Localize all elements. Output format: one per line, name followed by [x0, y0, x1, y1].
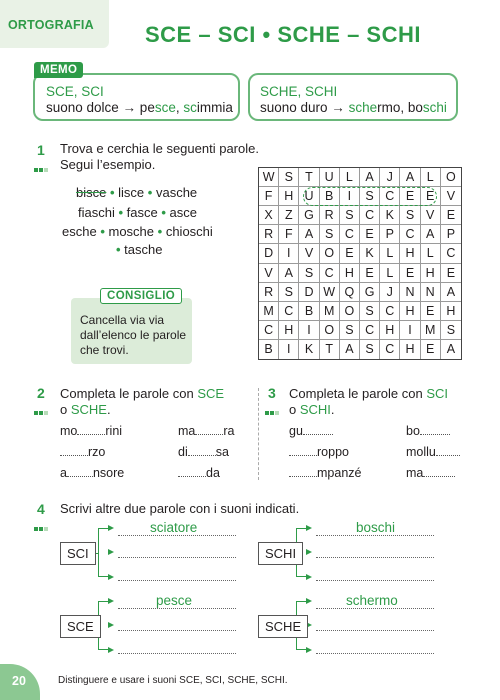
write-line[interactable]: [118, 653, 236, 654]
grid-cell[interactable]: T: [320, 340, 340, 359]
grid-cell[interactable]: A: [400, 168, 420, 187]
grid-cell[interactable]: B: [299, 302, 319, 321]
memo-box-hard: [248, 73, 458, 121]
write-line[interactable]: [118, 630, 236, 631]
grid-cell[interactable]: F: [279, 225, 299, 244]
grid-cell[interactable]: S: [340, 321, 360, 340]
grid-cell[interactable]: O: [340, 302, 360, 321]
exercise-2-number: 2: [37, 385, 45, 401]
grid-cell[interactable]: H: [400, 302, 420, 321]
arrow-icon: [108, 598, 114, 604]
grid-cell[interactable]: E: [400, 187, 420, 206]
fill-item: a nsore: [60, 466, 125, 480]
exercise-3-number: 3: [268, 385, 276, 401]
exercise-1-instruction: Trova e cerchia le seguenti parole. Segui l’esempio.: [60, 141, 259, 172]
bracket-connector: [98, 528, 108, 577]
blank-field[interactable]: [420, 425, 450, 435]
word-item: asce: [169, 205, 197, 220]
arrow-icon: [306, 598, 312, 604]
blank-field[interactable]: [67, 467, 93, 477]
grid-cell[interactable]: S: [360, 340, 380, 359]
grid-cell[interactable]: B: [259, 340, 279, 359]
exercise-3-level-icon: [265, 402, 280, 420]
blank-field[interactable]: [289, 446, 317, 456]
grid-cell[interactable]: L: [340, 168, 360, 187]
fill-item: di sa: [178, 445, 229, 459]
tip-text: Cancella via via dall’elenco le parole che trovi.: [80, 313, 187, 357]
arrow-icon: [306, 549, 312, 555]
blank-field[interactable]: [423, 467, 455, 477]
grid-cell[interactable]: J: [380, 283, 400, 302]
grid-cell[interactable]: K: [299, 340, 319, 359]
grid-cell[interactable]: A: [279, 264, 299, 283]
grid-cell[interactable]: G: [360, 283, 380, 302]
grid-cell[interactable]: V: [421, 206, 441, 225]
grid-cell[interactable]: V: [259, 264, 279, 283]
example-word: schermo: [346, 593, 398, 608]
arrow-icon: [306, 647, 312, 653]
word-item: bisce: [76, 185, 107, 200]
fill-item: mpanzé: [289, 466, 361, 480]
tip-tag: CONSIGLIO: [100, 288, 182, 304]
grid-cell[interactable]: C: [400, 225, 420, 244]
grid-cell[interactable]: P: [441, 225, 461, 244]
grid-cell[interactable]: R: [320, 206, 340, 225]
grid-cell[interactable]: O: [320, 321, 340, 340]
fill-item: bo: [406, 424, 450, 438]
grid-cell[interactable]: T: [299, 168, 319, 187]
sound-label: SCHE: [258, 615, 308, 638]
memo-left-heading: SCE, SCI: [46, 84, 104, 99]
grid-cell[interactable]: H: [400, 340, 420, 359]
grid-cell[interactable]: S: [400, 206, 420, 225]
word-item: vasche: [155, 185, 198, 200]
grid-cell[interactable]: C: [380, 340, 400, 359]
section-label: ORTOGRAFIA: [8, 18, 94, 32]
grid-cell[interactable]: V: [441, 187, 461, 206]
write-line[interactable]: [316, 580, 434, 581]
title-part-b: SCHE – SCHI: [277, 22, 421, 47]
write-line[interactable]: [118, 608, 236, 609]
example-word: pesce: [156, 593, 193, 608]
word-item: mosche: [108, 224, 155, 239]
blank-field[interactable]: [436, 446, 460, 456]
word-item: fasce: [126, 205, 158, 220]
memo-left-text: suono dolce → pesce, scimmia: [46, 100, 233, 115]
exercise-4-level-icon: [34, 518, 49, 536]
write-line[interactable]: [316, 653, 434, 654]
grid-cell[interactable]: G: [299, 206, 319, 225]
grid-cell[interactable]: C: [360, 206, 380, 225]
memo-right-text: suono duro → schermo, boschi: [260, 100, 447, 115]
grid-cell[interactable]: I: [279, 340, 299, 359]
exercise-2-level-icon: [34, 402, 49, 420]
exercise-2-instruction: Completa le parole con SCE o SCHE.: [60, 386, 225, 417]
grid-cell[interactable]: M: [320, 302, 340, 321]
write-line[interactable]: [118, 580, 236, 581]
exercise-4-number: 4: [37, 501, 45, 517]
grid-cell[interactable]: L: [380, 264, 400, 283]
grid-cell[interactable]: E: [340, 244, 360, 263]
grid-cell[interactable]: S: [360, 302, 380, 321]
title-part-a: SCE – SCI: [145, 22, 256, 47]
arrow-icon: [108, 622, 114, 628]
grid-cell[interactable]: E: [441, 206, 461, 225]
exercise-1-number: 1: [37, 142, 45, 158]
grid-cell[interactable]: C: [441, 244, 461, 263]
grid-cell[interactable]: N: [400, 283, 420, 302]
grid-cell[interactable]: E: [421, 187, 441, 206]
blank-field[interactable]: [77, 425, 105, 435]
exercise-1-level-icon: [34, 159, 49, 177]
arrow-icon: [108, 525, 114, 531]
fill-item: rzo: [60, 445, 105, 459]
grid-cell[interactable]: C: [380, 187, 400, 206]
grid-cell[interactable]: Q: [340, 283, 360, 302]
grid-cell[interactable]: B: [320, 187, 340, 206]
blank-field[interactable]: [303, 425, 333, 435]
grid-cell[interactable]: D: [259, 244, 279, 263]
grid-cell[interactable]: S: [441, 321, 461, 340]
memo-tag: MEMO: [34, 62, 83, 78]
grid-cell[interactable]: S: [279, 168, 299, 187]
grid-cell[interactable]: M: [259, 302, 279, 321]
arrow-icon: [306, 574, 312, 580]
grid-cell[interactable]: S: [360, 187, 380, 206]
grid-cell[interactable]: H: [441, 302, 461, 321]
grid-cell[interactable]: D: [299, 283, 319, 302]
blank-field[interactable]: [195, 425, 223, 435]
grid-cell[interactable]: S: [340, 206, 360, 225]
grid-cell[interactable]: H: [279, 321, 299, 340]
grid-cell[interactable]: A: [340, 340, 360, 359]
grid-cell[interactable]: K: [380, 206, 400, 225]
grid-cell[interactable]: C: [380, 302, 400, 321]
grid-cell[interactable]: E: [400, 264, 420, 283]
word-list-row: fiaschi • fasce • asce: [78, 205, 197, 220]
grid-cell[interactable]: W: [259, 168, 279, 187]
sound-label: SCI: [60, 542, 96, 565]
memo-box-soft: [33, 73, 240, 121]
fill-item: da: [178, 466, 220, 480]
grid-cell[interactable]: I: [400, 321, 420, 340]
grid-cell[interactable]: A: [441, 283, 461, 302]
word-list-row: bisce • lisce • vasche: [76, 185, 198, 200]
grid-cell[interactable]: H: [380, 321, 400, 340]
grid-cell[interactable]: I: [299, 321, 319, 340]
arrow-icon: [108, 549, 114, 555]
example-word: boschi: [356, 520, 396, 535]
word-list-row: • tasche: [116, 242, 163, 257]
word-item: fiaschi: [78, 205, 115, 220]
grid-cell[interactable]: Z: [279, 206, 299, 225]
write-line[interactable]: [316, 608, 434, 609]
grid-cell[interactable]: R: [259, 283, 279, 302]
grid-cell[interactable]: H: [279, 187, 299, 206]
grid-cell[interactable]: J: [380, 168, 400, 187]
grid-cell[interactable]: C: [279, 302, 299, 321]
grid-cell[interactable]: H: [421, 264, 441, 283]
grid-cell[interactable]: H: [400, 244, 420, 263]
grid-cell[interactable]: U: [299, 187, 319, 206]
grid-cell[interactable]: C: [259, 321, 279, 340]
blank-field[interactable]: [178, 467, 206, 477]
grid-cell[interactable]: U: [320, 168, 340, 187]
memo-right-heading: SCHE, SCHI: [260, 84, 338, 99]
grid-cell[interactable]: F: [259, 187, 279, 206]
grid-cell[interactable]: E: [360, 225, 380, 244]
grid-cell[interactable]: K: [360, 244, 380, 263]
arrow-icon: [108, 647, 114, 653]
fill-item: roppo: [289, 445, 349, 459]
sound-label: SCE: [60, 615, 101, 638]
word-item: chioschi: [165, 224, 213, 239]
grid-cell[interactable]: A: [360, 168, 380, 187]
grid-cell[interactable]: E: [441, 264, 461, 283]
fill-item: mollu: [406, 445, 460, 459]
word-item: lisce: [118, 185, 145, 200]
arrow-icon: [306, 525, 312, 531]
grid-cell[interactable]: I: [340, 187, 360, 206]
grid-cell[interactable]: P: [380, 225, 400, 244]
grid-cell[interactable]: C: [340, 225, 360, 244]
footer-objective: Distinguere e usare i suoni SCE, SCI, SCHE, SCHI.: [58, 675, 288, 686]
fill-item: ma ra: [178, 424, 235, 438]
grid-cell[interactable]: O: [320, 244, 340, 263]
grid-cell[interactable]: C: [360, 321, 380, 340]
blank-field[interactable]: [289, 467, 317, 477]
example-word: sciatore: [150, 520, 198, 535]
page-number: 20: [12, 674, 26, 688]
arrow-icon: [108, 574, 114, 580]
write-line[interactable]: [118, 535, 236, 536]
write-line[interactable]: [316, 557, 434, 558]
word-list-row: esche • mosche • chioschi: [62, 224, 213, 239]
grid-cell[interactable]: M: [421, 321, 441, 340]
grid-cell[interactable]: R: [259, 225, 279, 244]
blank-field[interactable]: [60, 446, 88, 456]
column-divider: [258, 388, 259, 480]
grid-cell[interactable]: L: [421, 168, 441, 187]
grid-cell[interactable]: L: [380, 244, 400, 263]
grid-cell[interactable]: V: [299, 244, 319, 263]
grid-cell[interactable]: A: [421, 225, 441, 244]
fill-item: mo rini: [60, 424, 123, 438]
example-circle-bisce: [303, 187, 437, 206]
write-line[interactable]: [316, 535, 434, 536]
grid-cell[interactable]: O: [441, 168, 461, 187]
grid-cell[interactable]: A: [446, 342, 456, 357]
grid-cell[interactable]: N: [421, 283, 441, 302]
grid-cell[interactable]: C: [320, 264, 340, 283]
fill-item: gu: [289, 424, 333, 438]
grid-cell[interactable]: S: [299, 264, 319, 283]
word-item: esche: [62, 224, 97, 239]
write-line[interactable]: [118, 557, 236, 558]
grid-cell[interactable]: X: [259, 206, 279, 225]
title-separator: •: [262, 22, 271, 47]
word-item: tasche: [124, 242, 163, 257]
grid-cell[interactable]: A: [299, 225, 319, 244]
grid-cell[interactable]: E: [360, 264, 380, 283]
grid-cell[interactable]: E: [421, 302, 441, 321]
grid-cell[interactable]: L: [421, 244, 441, 263]
fill-item: ma: [406, 466, 455, 480]
grid-cell[interactable]: E: [421, 340, 441, 359]
exercise-4-instruction: Scrivi altre due parole con i suoni indicati.: [60, 501, 300, 516]
blank-field[interactable]: [188, 446, 216, 456]
page-title: [145, 22, 421, 48]
grid-cell[interactable]: S: [320, 225, 340, 244]
grid-cell[interactable]: S: [279, 283, 299, 302]
grid-cell[interactable]: H: [340, 264, 360, 283]
sound-label: SCHI: [258, 542, 303, 565]
write-line[interactable]: [316, 630, 434, 631]
grid-cell[interactable]: W: [320, 283, 340, 302]
exercise-3-instruction: Completa le parole con SCI o SCHI.: [289, 386, 448, 417]
grid-cell[interactable]: I: [279, 244, 299, 263]
